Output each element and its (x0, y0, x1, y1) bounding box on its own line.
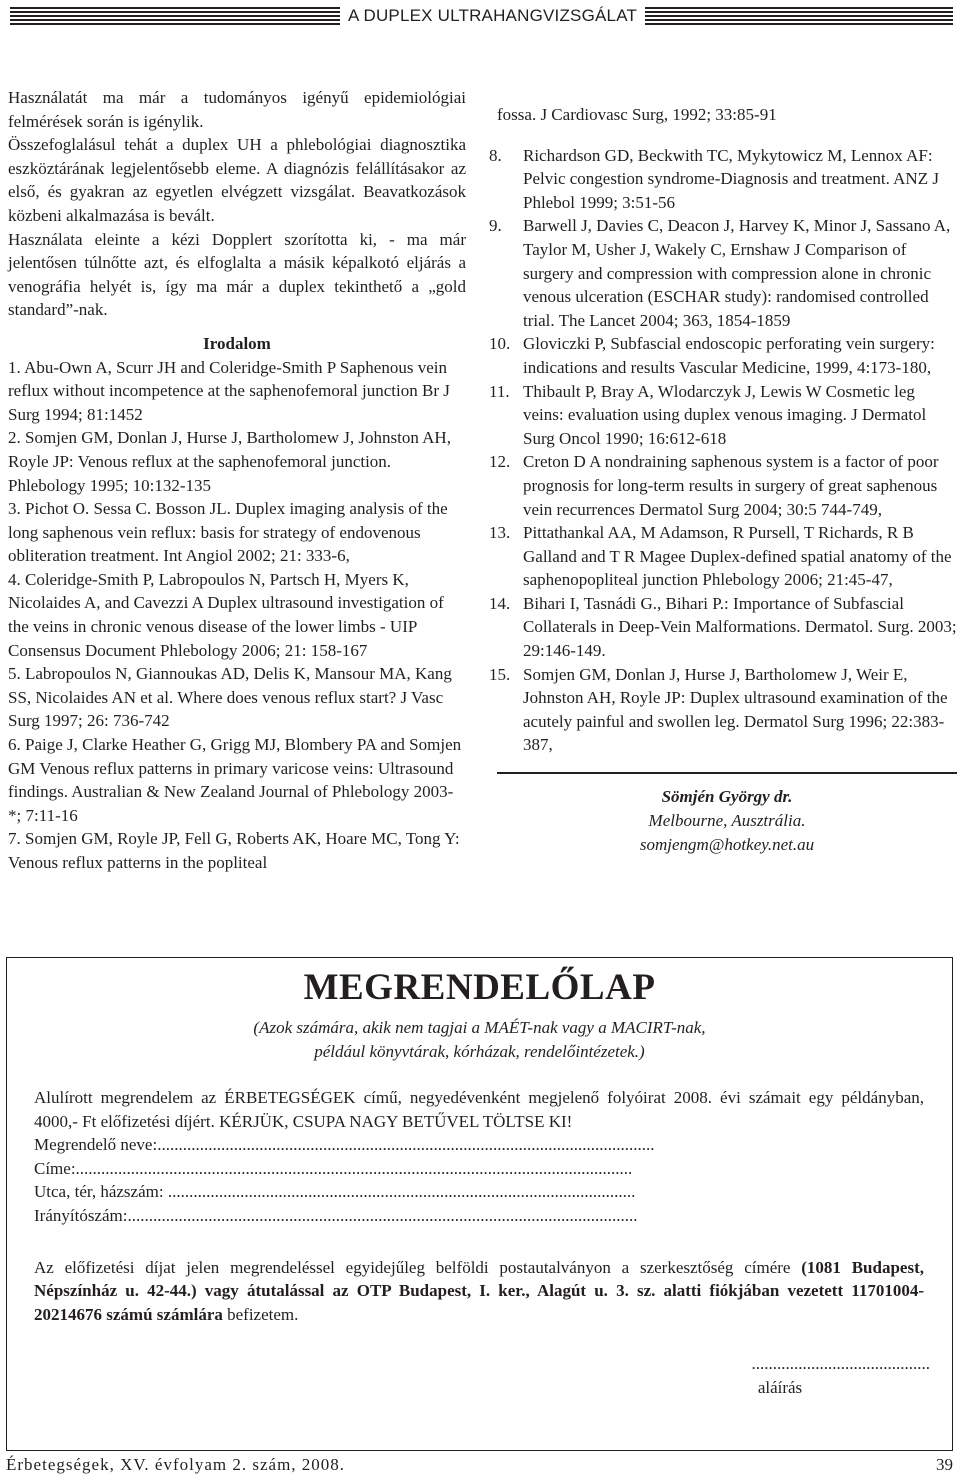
journal-citation: Érbetegségek, XV. évfolyam 2. szám, 2008. (6, 1455, 346, 1474)
reference-item: 3. Pichot O. Sessa C. Bosson JL. Duplex imaging analysis of the long saphenous vein reflux: basis for strategy of endovenous obliteration treatment. Int Angiol 2002; 21: 333-6, (8, 499, 448, 566)
signature-field[interactable]: .......................................... aláírás (540, 1352, 930, 1400)
order-intro: Alulírott megrendelem az ÉRBETEGSÉGEK című, negyedévenként megjelenő folyóirat 2008. évi számait egy példányban, 4000,- Ft előfizetési díjért. KÉRJÜK, CSUPA NAGY BETŰVEL TÖLTSE KI! (34, 1088, 924, 1131)
author-location: Melbourne, Ausztrália. (648, 811, 806, 831)
reference-item: 15. Somjen GM, Donlan J, Hurse J, Bartholomew J, Weir E, Johnston AH, Royle JP: Duplex ultrasound examination of the acutely painful and swollen leg. Dermatol Surg 1996; 22:383-387, (489, 664, 948, 755)
references-list-left (8, 356, 466, 875)
field-orderer-name[interactable]: Megrendelő neve:..................................................................................................................... (34, 1135, 655, 1155)
payment-instructions: Az előfizetési díjat jelen megrendeléssel egyidejűleg belföldi postautalványon a szerkesztőség címére (1081 Budapest, Népszínház u. 42-44.) vagy átutalással az OTP Budapest, I. ker., Alagút u. 3. sz. alatti fiókjában vezetett 11701004-20214676 számú számlára befizetem. (34, 1257, 924, 1324)
author-email: somjengm@hotkey.net.au (639, 835, 815, 855)
header-rule-right (645, 7, 953, 27)
paragraph-2: Összefoglalásul tehát a duplex UH a phlebológiai diagnosztika eszköztárának legjelentősebb eleme. A diagnózis felállításakor az első, és gyakran az egyetlen elvégzett vizsgálat. Beavatkozások közbeni alkalmazása is bevált. (8, 135, 466, 225)
running-head (0, 0, 960, 40)
signature-label: aláírás (757, 1378, 803, 1397)
references-list-right (489, 144, 957, 757)
header-rule-left (10, 7, 340, 27)
reference-item: 11. Thibault P, Bray A, Wlodarczyk J, Lewis W Cosmetic leg veins: evaluation using duplex venous imaging. J Dermatol Surg Oncol 1990; 16:612-618 (489, 381, 927, 448)
running-title: A DUPLEX ULTRAHANGVIZSGÁLAT (347, 6, 638, 25)
author-signature (497, 785, 957, 857)
reference-item: 1. Abu-Own A, Scurr JH and Coleridge-Smith P Saphenous vein reflux without incompetence at the saphenofemoral junction Br J Surg 1994; 81:1452 (8, 357, 450, 424)
left-column (8, 86, 466, 875)
order-form-body (34, 1086, 924, 1326)
reference-item: 9. Barwell J, Davies C, Deacon J, Harvey K, Minor J, Sassano A, Taylor M, Usher J, Wakely C, Ernshaw J Comparison of surgery and compression with compression alone in chronic venous ulceration (ESCHAR study): randomised controlled trial. The Lancet 2004; 363, 1854-1859 (489, 216, 951, 330)
order-form-title: MEGRENDELŐLAP (303, 967, 656, 1008)
references-heading: Irodalom (203, 333, 271, 353)
right-column (489, 86, 957, 857)
field-zip-code[interactable]: Irányítószám:........................................................................................................................ (34, 1205, 638, 1225)
reference-item: 10. Gloviczki P, Subfascial endoscopic perforating vein surgery: indications and results Vascular Medicine, 1999, 4:173-180, (489, 334, 935, 377)
paragraph-1: Használatát ma már a tudományos igényű epidemiológiai felmérések során is igénylik. (8, 88, 466, 131)
order-form-subtitle: (Azok számára, akik nem tagjai a MAÉT-nak vagy a MACIRT-nak, például könyvtárak, kórházak, rendelőintézetek.) (253, 1018, 706, 1061)
reference-item: 6. Paige J, Clarke Heather G, Grigg MJ, Blombery PA and Somjen GM Venous reflux patterns in primary varicose veins: Ultrasound findings. Australian & New Zealand Journal of Phlebology 2003-*; 7:11-16 (8, 735, 462, 825)
paragraph-3: Használata eleinte a kézi Dopplert szorította ki, - ma már jelentősen túlnőtte azt, és elfoglalta a másik képalkotó eljárás a venográfia helyét is, így ma már a duplex tekinthető a „gold standard”-nak. (8, 229, 466, 320)
reference-item: 4. Coleridge-Smith P, Labropoulos N, Partsch H, Myers K, Nicolaides A, and Cavezzi A Duplex ultrasound investigation of the veins in chronic venous disease of the lower limbs - UIP Consensus Document Phlebology 2006; 21: 158-167 (8, 569, 444, 660)
reference-item: 2. Somjen GM, Donlan J, Hurse J, Bartholomew J, Johnston AH, Royle JP: Venous reflux at the saphenofemoral junction. Phlebology 1995; 10:132-135 (8, 428, 451, 495)
signature-divider (497, 772, 957, 774)
reference-item: 5. Labropoulos N, Giannoukas AD, Delis K, Mansour MA, Kang SS, Nicolaides AN et al. Where does venous reflux start? J Vasc Surg 1997; 26: 736-742 (8, 664, 452, 731)
reference-item: 12. Creton D A nondraining saphenous system is a factor of poor prognosis for long-term results in surgery of great saphenous vein recurrences Dermatol Surg 2004; 30:5 744-749, (489, 452, 939, 519)
reference-item: 8. Richardson GD, Beckwith TC, Mykytowicz M, Lennox AF: Pelvic congestion syndrome-Diagnosis and treatment. ANZ J Phlebol 1999; 3:51-56 (489, 145, 939, 212)
reference-item: 13. Pittathankal AA, M Adamson, R Pursell, T Richards, R B Galland and T R Magee Duplex-defined spatial anatomy of the saphenopopliteal junction Phlebology 2006; 21:45-47, (489, 523, 952, 590)
reference-continued: fossa. J Cardiovasc Surg, 1992; 33:85-91 (497, 105, 777, 124)
page-number: 39 (936, 1455, 953, 1474)
field-street[interactable]: Utca, tér, házszám: .............................................................................................................. (34, 1182, 636, 1202)
field-address[interactable]: Címe:................................................................................................................................... (34, 1158, 633, 1178)
author-name: Sömjén György dr. (661, 787, 793, 807)
reference-item: 7. Somjen GM, Royle JP, Fell G, Roberts AK, Hoare MC, Tong Y: Venous reflux patterns in the popliteal (8, 829, 460, 872)
reference-item: 14. Bihari I, Tasnádi G., Bihari P.: Importance of Subfascial Collaterals in Deep-Vein Malformations. Dermatol. Surg. 2003; 29:146-149. (489, 593, 957, 661)
order-form (6, 957, 953, 1451)
